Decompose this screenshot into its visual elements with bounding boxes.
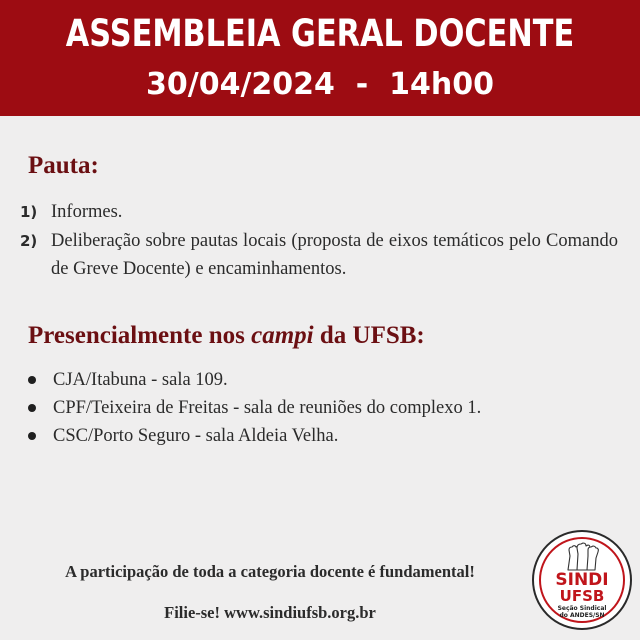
campi-heading-prefix: Presencialmente nos	[28, 322, 252, 349]
item-text: Deliberação sobre pautas locais (proposta de eixos temáticos pelo Comando de Greve Docente) e encaminhamentos.	[51, 231, 618, 279]
logo-text-sindi: SINDI	[555, 570, 609, 590]
item-number: 1)	[20, 203, 38, 221]
list-item	[20, 198, 618, 226]
page-title: ASSEMBLEIA GERAL DOCENTE	[65, 12, 575, 55]
item-number: 2)	[20, 232, 38, 250]
campus-location: CJA/Itabuna - sala 109.	[53, 370, 228, 390]
event-date-time: 30/04/2024 - 14h00	[146, 67, 494, 102]
campi-heading-italic: campi	[251, 322, 314, 349]
membership-message: Filie-se! www.sindiufsb.org.br	[164, 603, 376, 622]
header-banner	[0, 0, 640, 116]
campus-location: CSC/Porto Seguro - sala Aldeia Velha.	[53, 426, 339, 446]
bullet-icon	[28, 404, 36, 412]
campi-heading	[28, 322, 425, 350]
pauta-heading: Pauta:	[28, 152, 99, 179]
pauta-list	[20, 198, 618, 284]
list-item	[22, 394, 612, 422]
bullet-icon	[28, 432, 36, 440]
participation-message: A participação de toda a categoria docente é fundamental!	[65, 562, 475, 581]
logo-subtitle: Seção Sindical	[557, 605, 607, 612]
item-text: Informes.	[51, 202, 123, 222]
logo-subtitle: do ANDES/SN	[559, 612, 605, 619]
campi-list	[22, 366, 612, 450]
list-item	[20, 227, 618, 283]
campi-heading-suffix: da UFSB:	[313, 322, 425, 349]
sindiufsb-logo	[532, 530, 632, 630]
raised-fists-icon	[564, 542, 602, 572]
campus-location: CPF/Teixeira de Freitas - sala de reuniões do complexo 1.	[53, 398, 482, 418]
list-item	[22, 366, 612, 394]
logo-text-ufsb: UFSB	[559, 587, 605, 605]
list-item	[22, 422, 612, 450]
bullet-icon	[28, 376, 36, 384]
